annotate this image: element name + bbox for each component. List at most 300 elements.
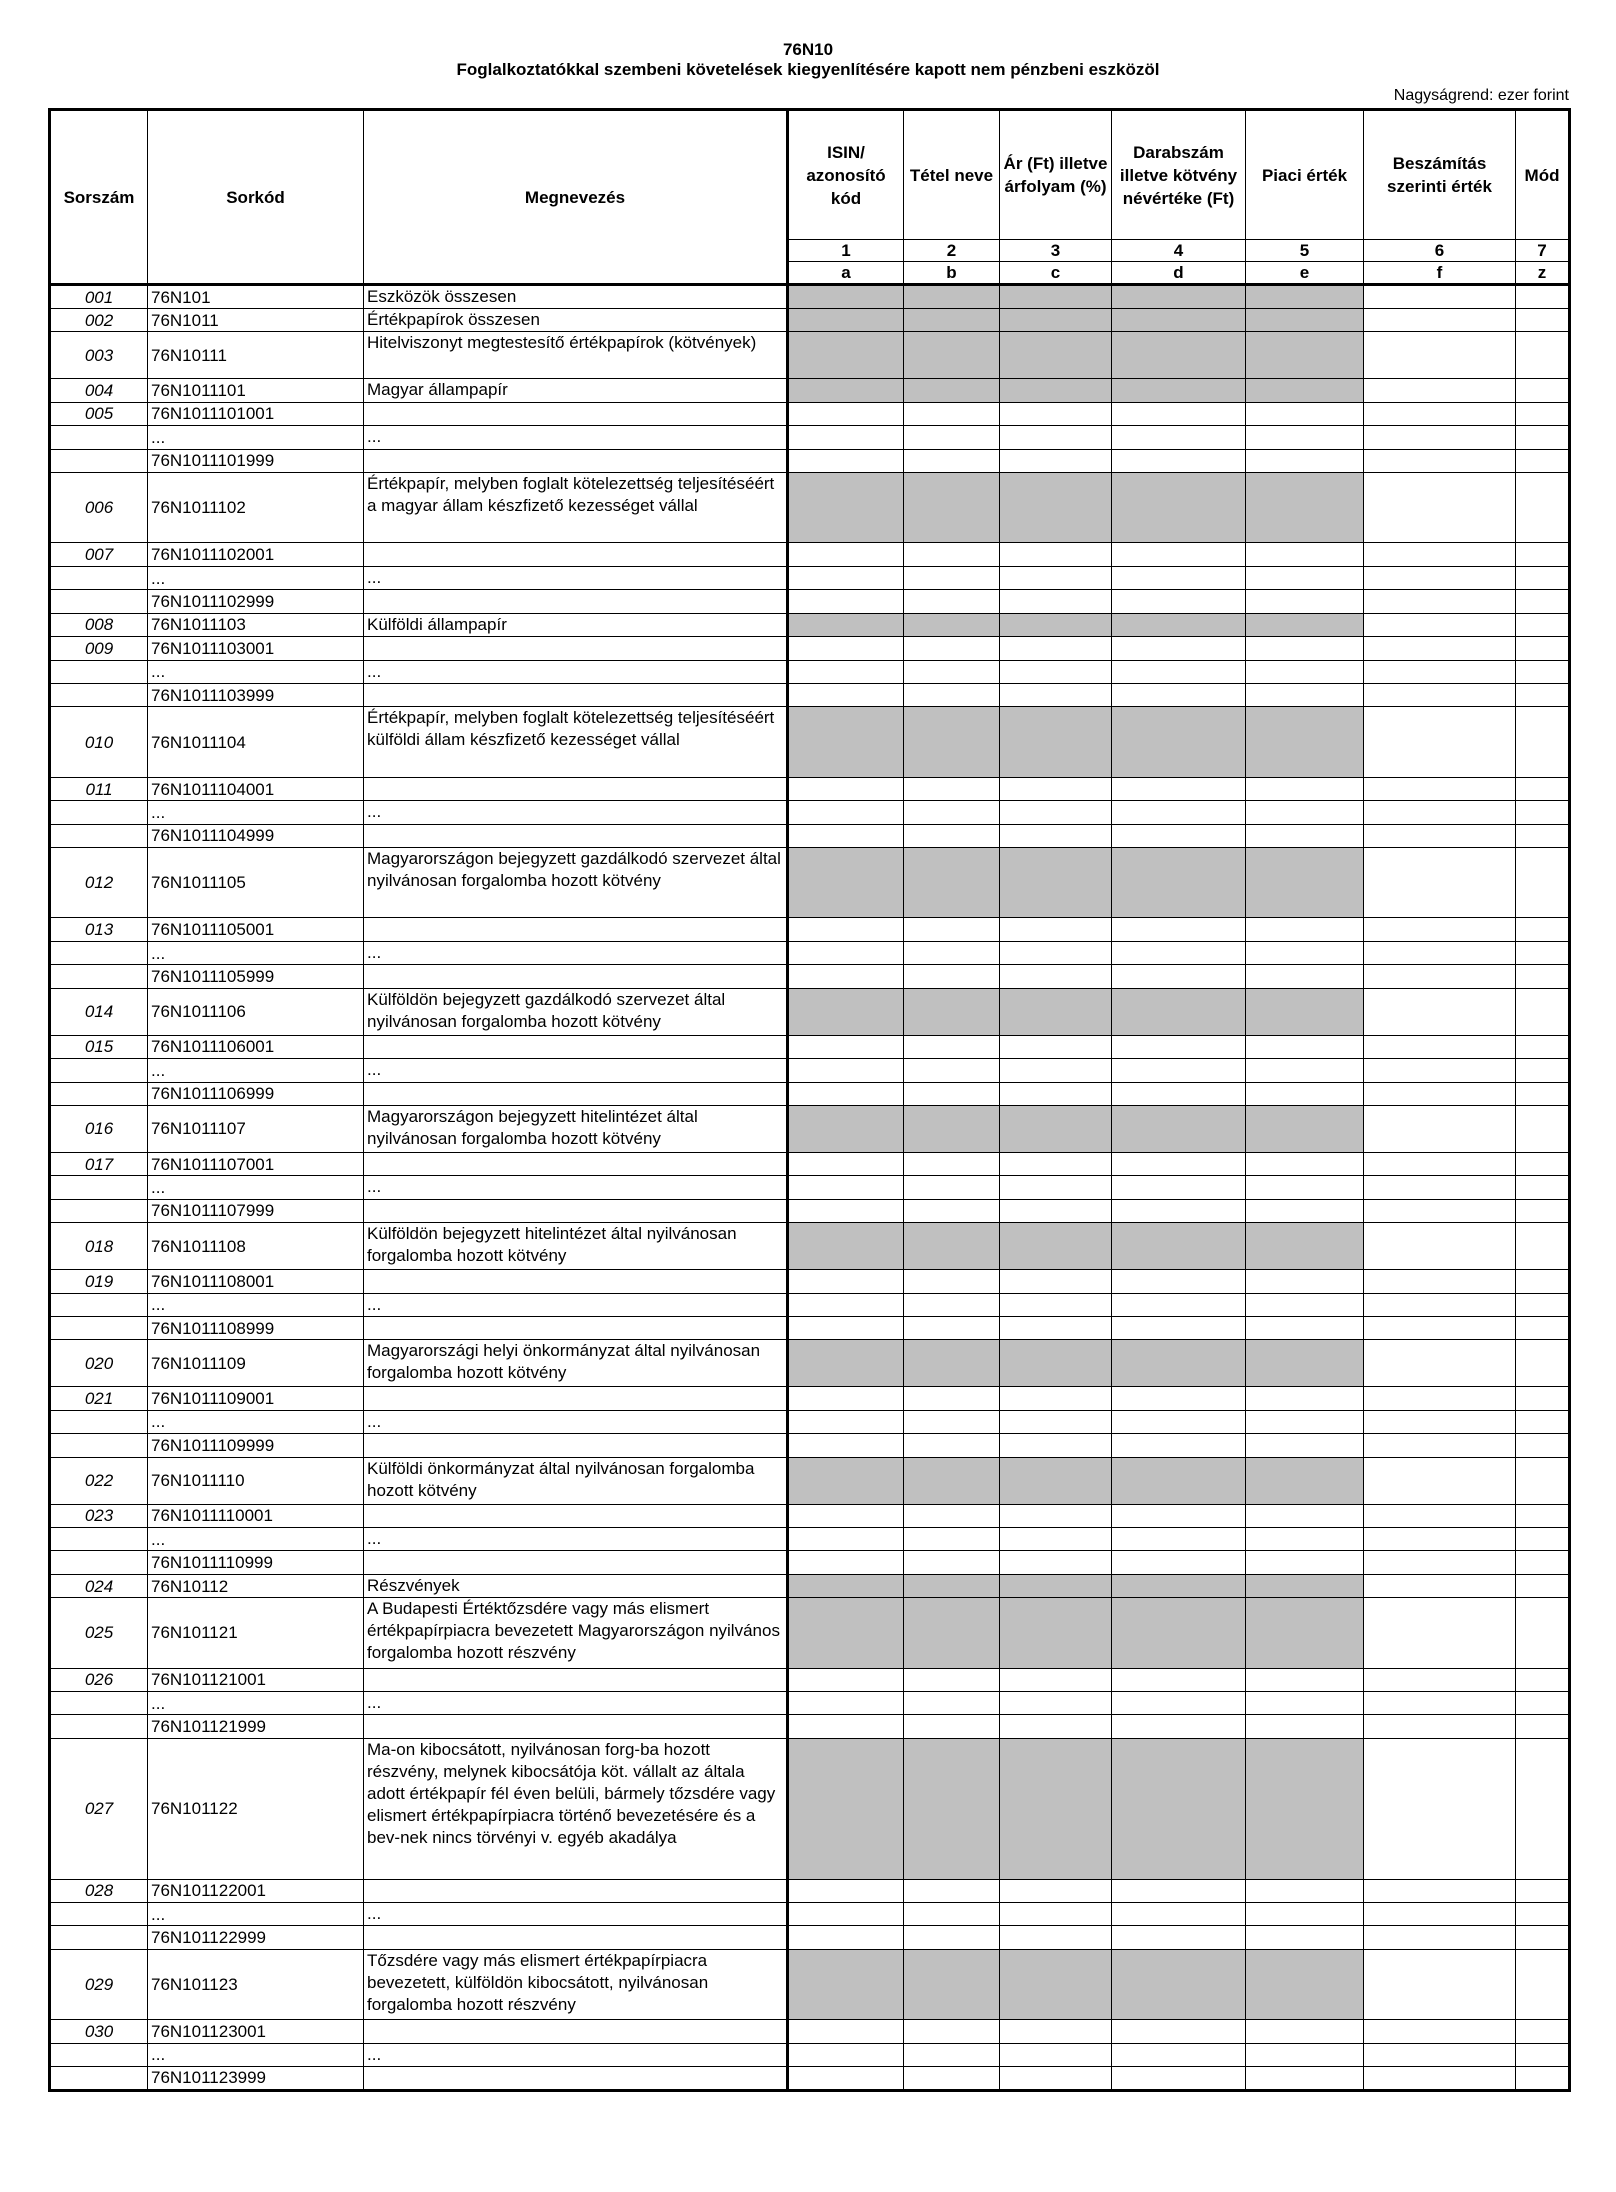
input-cell-col-3[interactable] — [1000, 1434, 1112, 1457]
input-cell-col-1[interactable] — [788, 1551, 904, 1574]
input-cell-col-3[interactable] — [1000, 941, 1112, 964]
input-cell-col-5[interactable] — [1246, 1434, 1364, 1457]
input-cell-col-2[interactable] — [904, 1223, 1000, 1270]
input-cell-col-5[interactable] — [1246, 660, 1364, 683]
input-cell-col-1[interactable] — [788, 426, 904, 449]
input-cell-col-2[interactable] — [904, 1387, 1000, 1410]
input-cell-col-6[interactable] — [1364, 285, 1516, 309]
input-cell-col-6[interactable] — [1364, 1692, 1516, 1715]
input-cell-col-7[interactable] — [1516, 1715, 1570, 1738]
input-cell-col-6[interactable] — [1364, 1293, 1516, 1316]
input-cell-col-5[interactable] — [1246, 2020, 1364, 2043]
input-cell-col-2[interactable] — [904, 1293, 1000, 1316]
input-cell-col-5[interactable] — [1246, 473, 1364, 543]
input-cell-col-5[interactable] — [1246, 1176, 1364, 1199]
input-cell-col-1[interactable] — [788, 285, 904, 309]
input-cell-col-5[interactable] — [1246, 590, 1364, 613]
input-cell-col-2[interactable] — [904, 1340, 1000, 1387]
input-cell-col-6[interactable] — [1364, 1106, 1516, 1153]
input-cell-col-3[interactable] — [1000, 660, 1112, 683]
input-cell-col-6[interactable] — [1364, 613, 1516, 636]
input-cell-col-6[interactable] — [1364, 1598, 1516, 1668]
input-cell-col-6[interactable] — [1364, 824, 1516, 847]
input-cell-col-4[interactable] — [1112, 613, 1246, 636]
input-cell-col-7[interactable] — [1516, 543, 1570, 566]
input-cell-col-2[interactable] — [904, 684, 1000, 707]
input-cell-col-7[interactable] — [1516, 1692, 1570, 1715]
input-cell-col-2[interactable] — [904, 1692, 1000, 1715]
input-cell-col-2[interactable] — [904, 941, 1000, 964]
input-cell-col-7[interactable] — [1516, 707, 1570, 777]
input-cell-col-6[interactable] — [1364, 543, 1516, 566]
input-cell-col-2[interactable] — [904, 1270, 1000, 1293]
input-cell-col-4[interactable] — [1112, 941, 1246, 964]
input-cell-col-3[interactable] — [1000, 1879, 1112, 1902]
input-cell-col-6[interactable] — [1364, 777, 1516, 800]
input-cell-col-3[interactable] — [1000, 1387, 1112, 1410]
input-cell-col-1[interactable] — [788, 918, 904, 941]
input-cell-col-5[interactable] — [1246, 801, 1364, 824]
input-cell-col-7[interactable] — [1516, 1059, 1570, 1082]
input-cell-col-6[interactable] — [1364, 566, 1516, 589]
input-cell-col-3[interactable] — [1000, 1223, 1112, 1270]
input-cell-col-6[interactable] — [1364, 1387, 1516, 1410]
input-cell-col-6[interactable] — [1364, 1152, 1516, 1175]
input-cell-col-3[interactable] — [1000, 1949, 1112, 2019]
input-cell-col-5[interactable] — [1246, 1903, 1364, 1926]
input-cell-col-4[interactable] — [1112, 1410, 1246, 1433]
input-cell-col-7[interactable] — [1516, 426, 1570, 449]
input-cell-col-4[interactable] — [1112, 1199, 1246, 1222]
input-cell-col-2[interactable] — [904, 1106, 1000, 1153]
input-cell-col-1[interactable] — [788, 1387, 904, 1410]
input-cell-col-4[interactable] — [1112, 1059, 1246, 1082]
input-cell-col-2[interactable] — [904, 379, 1000, 402]
input-cell-col-3[interactable] — [1000, 1574, 1112, 1597]
input-cell-col-7[interactable] — [1516, 379, 1570, 402]
input-cell-col-1[interactable] — [788, 1223, 904, 1270]
input-cell-col-6[interactable] — [1364, 1316, 1516, 1339]
input-cell-col-3[interactable] — [1000, 449, 1112, 472]
input-cell-col-3[interactable] — [1000, 965, 1112, 988]
input-cell-col-7[interactable] — [1516, 1270, 1570, 1293]
input-cell-col-5[interactable] — [1246, 1668, 1364, 1691]
input-cell-col-7[interactable] — [1516, 660, 1570, 683]
input-cell-col-3[interactable] — [1000, 1199, 1112, 1222]
input-cell-col-5[interactable] — [1246, 1574, 1364, 1597]
input-cell-col-4[interactable] — [1112, 2043, 1246, 2066]
input-cell-col-5[interactable] — [1246, 777, 1364, 800]
input-cell-col-3[interactable] — [1000, 590, 1112, 613]
input-cell-col-6[interactable] — [1364, 1574, 1516, 1597]
input-cell-col-2[interactable] — [904, 426, 1000, 449]
input-cell-col-1[interactable] — [788, 988, 904, 1035]
input-cell-col-6[interactable] — [1364, 590, 1516, 613]
input-cell-col-1[interactable] — [788, 449, 904, 472]
input-cell-col-4[interactable] — [1112, 1434, 1246, 1457]
input-cell-col-6[interactable] — [1364, 2043, 1516, 2066]
input-cell-col-6[interactable] — [1364, 1082, 1516, 1105]
input-cell-col-2[interactable] — [904, 1316, 1000, 1339]
input-cell-col-1[interactable] — [788, 660, 904, 683]
input-cell-col-1[interactable] — [788, 1340, 904, 1387]
input-cell-col-1[interactable] — [788, 1059, 904, 1082]
input-cell-col-5[interactable] — [1246, 1949, 1364, 2019]
input-cell-col-5[interactable] — [1246, 1715, 1364, 1738]
input-cell-col-2[interactable] — [904, 1738, 1000, 1879]
input-cell-col-5[interactable] — [1246, 2043, 1364, 2066]
input-cell-col-7[interactable] — [1516, 637, 1570, 660]
input-cell-col-4[interactable] — [1112, 2020, 1246, 2043]
input-cell-col-6[interactable] — [1364, 449, 1516, 472]
input-cell-col-1[interactable] — [788, 590, 904, 613]
input-cell-col-2[interactable] — [904, 707, 1000, 777]
input-cell-col-7[interactable] — [1516, 590, 1570, 613]
input-cell-col-5[interactable] — [1246, 543, 1364, 566]
input-cell-col-7[interactable] — [1516, 332, 1570, 379]
input-cell-col-1[interactable] — [788, 1176, 904, 1199]
input-cell-col-3[interactable] — [1000, 1270, 1112, 1293]
input-cell-col-3[interactable] — [1000, 801, 1112, 824]
input-cell-col-7[interactable] — [1516, 918, 1570, 941]
input-cell-col-2[interactable] — [904, 1527, 1000, 1550]
input-cell-col-4[interactable] — [1112, 1293, 1246, 1316]
input-cell-col-5[interactable] — [1246, 1410, 1364, 1433]
input-cell-col-4[interactable] — [1112, 473, 1246, 543]
input-cell-col-3[interactable] — [1000, 309, 1112, 332]
input-cell-col-3[interactable] — [1000, 332, 1112, 379]
input-cell-col-6[interactable] — [1364, 309, 1516, 332]
input-cell-col-1[interactable] — [788, 1738, 904, 1879]
input-cell-col-5[interactable] — [1246, 1879, 1364, 1902]
input-cell-col-1[interactable] — [788, 1692, 904, 1715]
input-cell-col-4[interactable] — [1112, 1316, 1246, 1339]
input-cell-col-3[interactable] — [1000, 285, 1112, 309]
input-cell-col-6[interactable] — [1364, 1738, 1516, 1879]
input-cell-col-3[interactable] — [1000, 1926, 1112, 1949]
input-cell-col-4[interactable] — [1112, 1223, 1246, 1270]
input-cell-col-6[interactable] — [1364, 1223, 1516, 1270]
input-cell-col-7[interactable] — [1516, 566, 1570, 589]
input-cell-col-1[interactable] — [788, 801, 904, 824]
input-cell-col-4[interactable] — [1112, 1270, 1246, 1293]
input-cell-col-5[interactable] — [1246, 2067, 1364, 2090]
input-cell-col-4[interactable] — [1112, 1504, 1246, 1527]
input-cell-col-5[interactable] — [1246, 824, 1364, 847]
input-cell-col-6[interactable] — [1364, 918, 1516, 941]
input-cell-col-1[interactable] — [788, 707, 904, 777]
input-cell-col-6[interactable] — [1364, 1410, 1516, 1433]
input-cell-col-7[interactable] — [1516, 1410, 1570, 1433]
input-cell-col-4[interactable] — [1112, 988, 1246, 1035]
input-cell-col-5[interactable] — [1246, 1340, 1364, 1387]
input-cell-col-7[interactable] — [1516, 449, 1570, 472]
input-cell-col-2[interactable] — [904, 1199, 1000, 1222]
input-cell-col-5[interactable] — [1246, 1035, 1364, 1058]
input-cell-col-2[interactable] — [904, 1082, 1000, 1105]
input-cell-col-7[interactable] — [1516, 1152, 1570, 1175]
input-cell-col-2[interactable] — [904, 1574, 1000, 1597]
input-cell-col-1[interactable] — [788, 1106, 904, 1153]
input-cell-col-7[interactable] — [1516, 1106, 1570, 1153]
input-cell-col-7[interactable] — [1516, 1434, 1570, 1457]
input-cell-col-4[interactable] — [1112, 1527, 1246, 1550]
input-cell-col-2[interactable] — [904, 1903, 1000, 1926]
input-cell-col-1[interactable] — [788, 473, 904, 543]
input-cell-col-3[interactable] — [1000, 1457, 1112, 1504]
input-cell-col-5[interactable] — [1246, 285, 1364, 309]
input-cell-col-4[interactable] — [1112, 1879, 1246, 1902]
input-cell-col-2[interactable] — [904, 1152, 1000, 1175]
input-cell-col-5[interactable] — [1246, 379, 1364, 402]
input-cell-col-6[interactable] — [1364, 1199, 1516, 1222]
input-cell-col-7[interactable] — [1516, 1926, 1570, 1949]
input-cell-col-4[interactable] — [1112, 332, 1246, 379]
input-cell-col-1[interactable] — [788, 2067, 904, 2090]
input-cell-col-1[interactable] — [788, 684, 904, 707]
input-cell-col-1[interactable] — [788, 965, 904, 988]
input-cell-col-5[interactable] — [1246, 1598, 1364, 1668]
input-cell-col-6[interactable] — [1364, 848, 1516, 918]
input-cell-col-6[interactable] — [1364, 1668, 1516, 1691]
input-cell-col-3[interactable] — [1000, 2043, 1112, 2066]
input-cell-col-6[interactable] — [1364, 1879, 1516, 1902]
input-cell-col-4[interactable] — [1112, 1152, 1246, 1175]
input-cell-col-4[interactable] — [1112, 965, 1246, 988]
input-cell-col-3[interactable] — [1000, 426, 1112, 449]
input-cell-col-2[interactable] — [904, 332, 1000, 379]
input-cell-col-7[interactable] — [1516, 1738, 1570, 1879]
input-cell-col-2[interactable] — [904, 1457, 1000, 1504]
input-cell-col-5[interactable] — [1246, 1551, 1364, 1574]
input-cell-col-2[interactable] — [904, 473, 1000, 543]
input-cell-col-3[interactable] — [1000, 1176, 1112, 1199]
input-cell-col-4[interactable] — [1112, 801, 1246, 824]
input-cell-col-7[interactable] — [1516, 2043, 1570, 2066]
input-cell-col-7[interactable] — [1516, 824, 1570, 847]
input-cell-col-5[interactable] — [1246, 1199, 1364, 1222]
input-cell-col-2[interactable] — [904, 285, 1000, 309]
input-cell-col-6[interactable] — [1364, 660, 1516, 683]
input-cell-col-1[interactable] — [788, 1152, 904, 1175]
input-cell-col-4[interactable] — [1112, 566, 1246, 589]
input-cell-col-5[interactable] — [1246, 941, 1364, 964]
input-cell-col-1[interactable] — [788, 379, 904, 402]
input-cell-col-2[interactable] — [904, 1551, 1000, 1574]
input-cell-col-2[interactable] — [904, 965, 1000, 988]
input-cell-col-2[interactable] — [904, 1059, 1000, 1082]
input-cell-col-6[interactable] — [1364, 941, 1516, 964]
input-cell-col-6[interactable] — [1364, 1035, 1516, 1058]
input-cell-col-3[interactable] — [1000, 1152, 1112, 1175]
input-cell-col-5[interactable] — [1246, 848, 1364, 918]
input-cell-col-1[interactable] — [788, 777, 904, 800]
input-cell-col-6[interactable] — [1364, 1270, 1516, 1293]
input-cell-col-2[interactable] — [904, 590, 1000, 613]
input-cell-col-7[interactable] — [1516, 777, 1570, 800]
input-cell-col-5[interactable] — [1246, 613, 1364, 636]
input-cell-col-1[interactable] — [788, 332, 904, 379]
input-cell-col-3[interactable] — [1000, 1551, 1112, 1574]
input-cell-col-2[interactable] — [904, 1504, 1000, 1527]
input-cell-col-7[interactable] — [1516, 1293, 1570, 1316]
input-cell-col-4[interactable] — [1112, 543, 1246, 566]
input-cell-col-7[interactable] — [1516, 1527, 1570, 1550]
input-cell-col-2[interactable] — [904, 1926, 1000, 1949]
input-cell-col-4[interactable] — [1112, 1903, 1246, 1926]
input-cell-col-1[interactable] — [788, 309, 904, 332]
input-cell-col-5[interactable] — [1246, 1504, 1364, 1527]
input-cell-col-5[interactable] — [1246, 1270, 1364, 1293]
input-cell-col-1[interactable] — [788, 637, 904, 660]
input-cell-col-1[interactable] — [788, 566, 904, 589]
input-cell-col-7[interactable] — [1516, 988, 1570, 1035]
input-cell-col-1[interactable] — [788, 1879, 904, 1902]
input-cell-col-5[interactable] — [1246, 965, 1364, 988]
input-cell-col-4[interactable] — [1112, 1035, 1246, 1058]
input-cell-col-7[interactable] — [1516, 1387, 1570, 1410]
input-cell-col-2[interactable] — [904, 1949, 1000, 2019]
input-cell-col-2[interactable] — [904, 613, 1000, 636]
input-cell-col-7[interactable] — [1516, 1340, 1570, 1387]
input-cell-col-3[interactable] — [1000, 402, 1112, 425]
input-cell-col-2[interactable] — [904, 777, 1000, 800]
input-cell-col-5[interactable] — [1246, 1082, 1364, 1105]
input-cell-col-3[interactable] — [1000, 824, 1112, 847]
input-cell-col-4[interactable] — [1112, 402, 1246, 425]
input-cell-col-4[interactable] — [1112, 590, 1246, 613]
input-cell-col-3[interactable] — [1000, 1738, 1112, 1879]
input-cell-col-7[interactable] — [1516, 402, 1570, 425]
input-cell-col-5[interactable] — [1246, 309, 1364, 332]
input-cell-col-2[interactable] — [904, 801, 1000, 824]
input-cell-col-1[interactable] — [788, 1082, 904, 1105]
input-cell-col-4[interactable] — [1112, 1387, 1246, 1410]
input-cell-col-7[interactable] — [1516, 1879, 1570, 1902]
input-cell-col-4[interactable] — [1112, 824, 1246, 847]
input-cell-col-7[interactable] — [1516, 941, 1570, 964]
input-cell-col-6[interactable] — [1364, 1551, 1516, 1574]
input-cell-col-7[interactable] — [1516, 848, 1570, 918]
input-cell-col-1[interactable] — [788, 2043, 904, 2066]
input-cell-col-2[interactable] — [904, 1598, 1000, 1668]
input-cell-col-3[interactable] — [1000, 1106, 1112, 1153]
input-cell-col-3[interactable] — [1000, 473, 1112, 543]
input-cell-col-1[interactable] — [788, 1293, 904, 1316]
input-cell-col-1[interactable] — [788, 1903, 904, 1926]
input-cell-col-4[interactable] — [1112, 379, 1246, 402]
input-cell-col-4[interactable] — [1112, 1176, 1246, 1199]
input-cell-col-7[interactable] — [1516, 965, 1570, 988]
input-cell-col-7[interactable] — [1516, 1574, 1570, 1597]
input-cell-col-6[interactable] — [1364, 637, 1516, 660]
input-cell-col-2[interactable] — [904, 988, 1000, 1035]
input-cell-col-4[interactable] — [1112, 1715, 1246, 1738]
input-cell-col-4[interactable] — [1112, 707, 1246, 777]
input-cell-col-6[interactable] — [1364, 1176, 1516, 1199]
input-cell-col-3[interactable] — [1000, 684, 1112, 707]
input-cell-col-4[interactable] — [1112, 2067, 1246, 2090]
input-cell-col-6[interactable] — [1364, 2020, 1516, 2043]
input-cell-col-3[interactable] — [1000, 1082, 1112, 1105]
input-cell-col-3[interactable] — [1000, 918, 1112, 941]
input-cell-col-7[interactable] — [1516, 801, 1570, 824]
input-cell-col-7[interactable] — [1516, 684, 1570, 707]
input-cell-col-1[interactable] — [788, 1527, 904, 1550]
input-cell-col-2[interactable] — [904, 543, 1000, 566]
input-cell-col-2[interactable] — [904, 449, 1000, 472]
input-cell-col-1[interactable] — [788, 848, 904, 918]
input-cell-col-4[interactable] — [1112, 1082, 1246, 1105]
input-cell-col-2[interactable] — [904, 660, 1000, 683]
input-cell-col-1[interactable] — [788, 1949, 904, 2019]
input-cell-col-7[interactable] — [1516, 1551, 1570, 1574]
input-cell-col-1[interactable] — [788, 1316, 904, 1339]
input-cell-col-6[interactable] — [1364, 1926, 1516, 1949]
input-cell-col-7[interactable] — [1516, 1176, 1570, 1199]
input-cell-col-5[interactable] — [1246, 1059, 1364, 1082]
input-cell-col-7[interactable] — [1516, 1457, 1570, 1504]
input-cell-col-2[interactable] — [904, 1035, 1000, 1058]
input-cell-col-4[interactable] — [1112, 1949, 1246, 2019]
input-cell-col-5[interactable] — [1246, 1926, 1364, 1949]
input-cell-col-4[interactable] — [1112, 1738, 1246, 1879]
input-cell-col-4[interactable] — [1112, 1692, 1246, 1715]
input-cell-col-1[interactable] — [788, 543, 904, 566]
input-cell-col-2[interactable] — [904, 918, 1000, 941]
input-cell-col-3[interactable] — [1000, 1715, 1112, 1738]
input-cell-col-3[interactable] — [1000, 543, 1112, 566]
input-cell-col-4[interactable] — [1112, 309, 1246, 332]
input-cell-col-3[interactable] — [1000, 1316, 1112, 1339]
input-cell-col-7[interactable] — [1516, 1903, 1570, 1926]
input-cell-col-6[interactable] — [1364, 426, 1516, 449]
input-cell-col-3[interactable] — [1000, 988, 1112, 1035]
input-cell-col-3[interactable] — [1000, 1527, 1112, 1550]
input-cell-col-6[interactable] — [1364, 1504, 1516, 1527]
input-cell-col-4[interactable] — [1112, 637, 1246, 660]
input-cell-col-3[interactable] — [1000, 613, 1112, 636]
input-cell-col-2[interactable] — [904, 2043, 1000, 2066]
input-cell-col-5[interactable] — [1246, 1387, 1364, 1410]
input-cell-col-4[interactable] — [1112, 449, 1246, 472]
input-cell-col-4[interactable] — [1112, 285, 1246, 309]
input-cell-col-6[interactable] — [1364, 965, 1516, 988]
input-cell-col-7[interactable] — [1516, 613, 1570, 636]
input-cell-col-6[interactable] — [1364, 332, 1516, 379]
input-cell-col-3[interactable] — [1000, 379, 1112, 402]
input-cell-col-3[interactable] — [1000, 1504, 1112, 1527]
input-cell-col-4[interactable] — [1112, 1457, 1246, 1504]
input-cell-col-5[interactable] — [1246, 1223, 1364, 1270]
input-cell-col-5[interactable] — [1246, 1527, 1364, 1550]
input-cell-col-5[interactable] — [1246, 988, 1364, 1035]
input-cell-col-5[interactable] — [1246, 684, 1364, 707]
input-cell-col-6[interactable] — [1364, 402, 1516, 425]
input-cell-col-7[interactable] — [1516, 1035, 1570, 1058]
input-cell-col-3[interactable] — [1000, 1293, 1112, 1316]
input-cell-col-6[interactable] — [1364, 1949, 1516, 2019]
input-cell-col-7[interactable] — [1516, 285, 1570, 309]
input-cell-col-4[interactable] — [1112, 1926, 1246, 1949]
input-cell-col-4[interactable] — [1112, 660, 1246, 683]
input-cell-col-1[interactable] — [788, 941, 904, 964]
input-cell-col-3[interactable] — [1000, 1340, 1112, 1387]
input-cell-col-5[interactable] — [1246, 332, 1364, 379]
input-cell-col-1[interactable] — [788, 2020, 904, 2043]
input-cell-col-6[interactable] — [1364, 1527, 1516, 1550]
input-cell-col-6[interactable] — [1364, 1434, 1516, 1457]
